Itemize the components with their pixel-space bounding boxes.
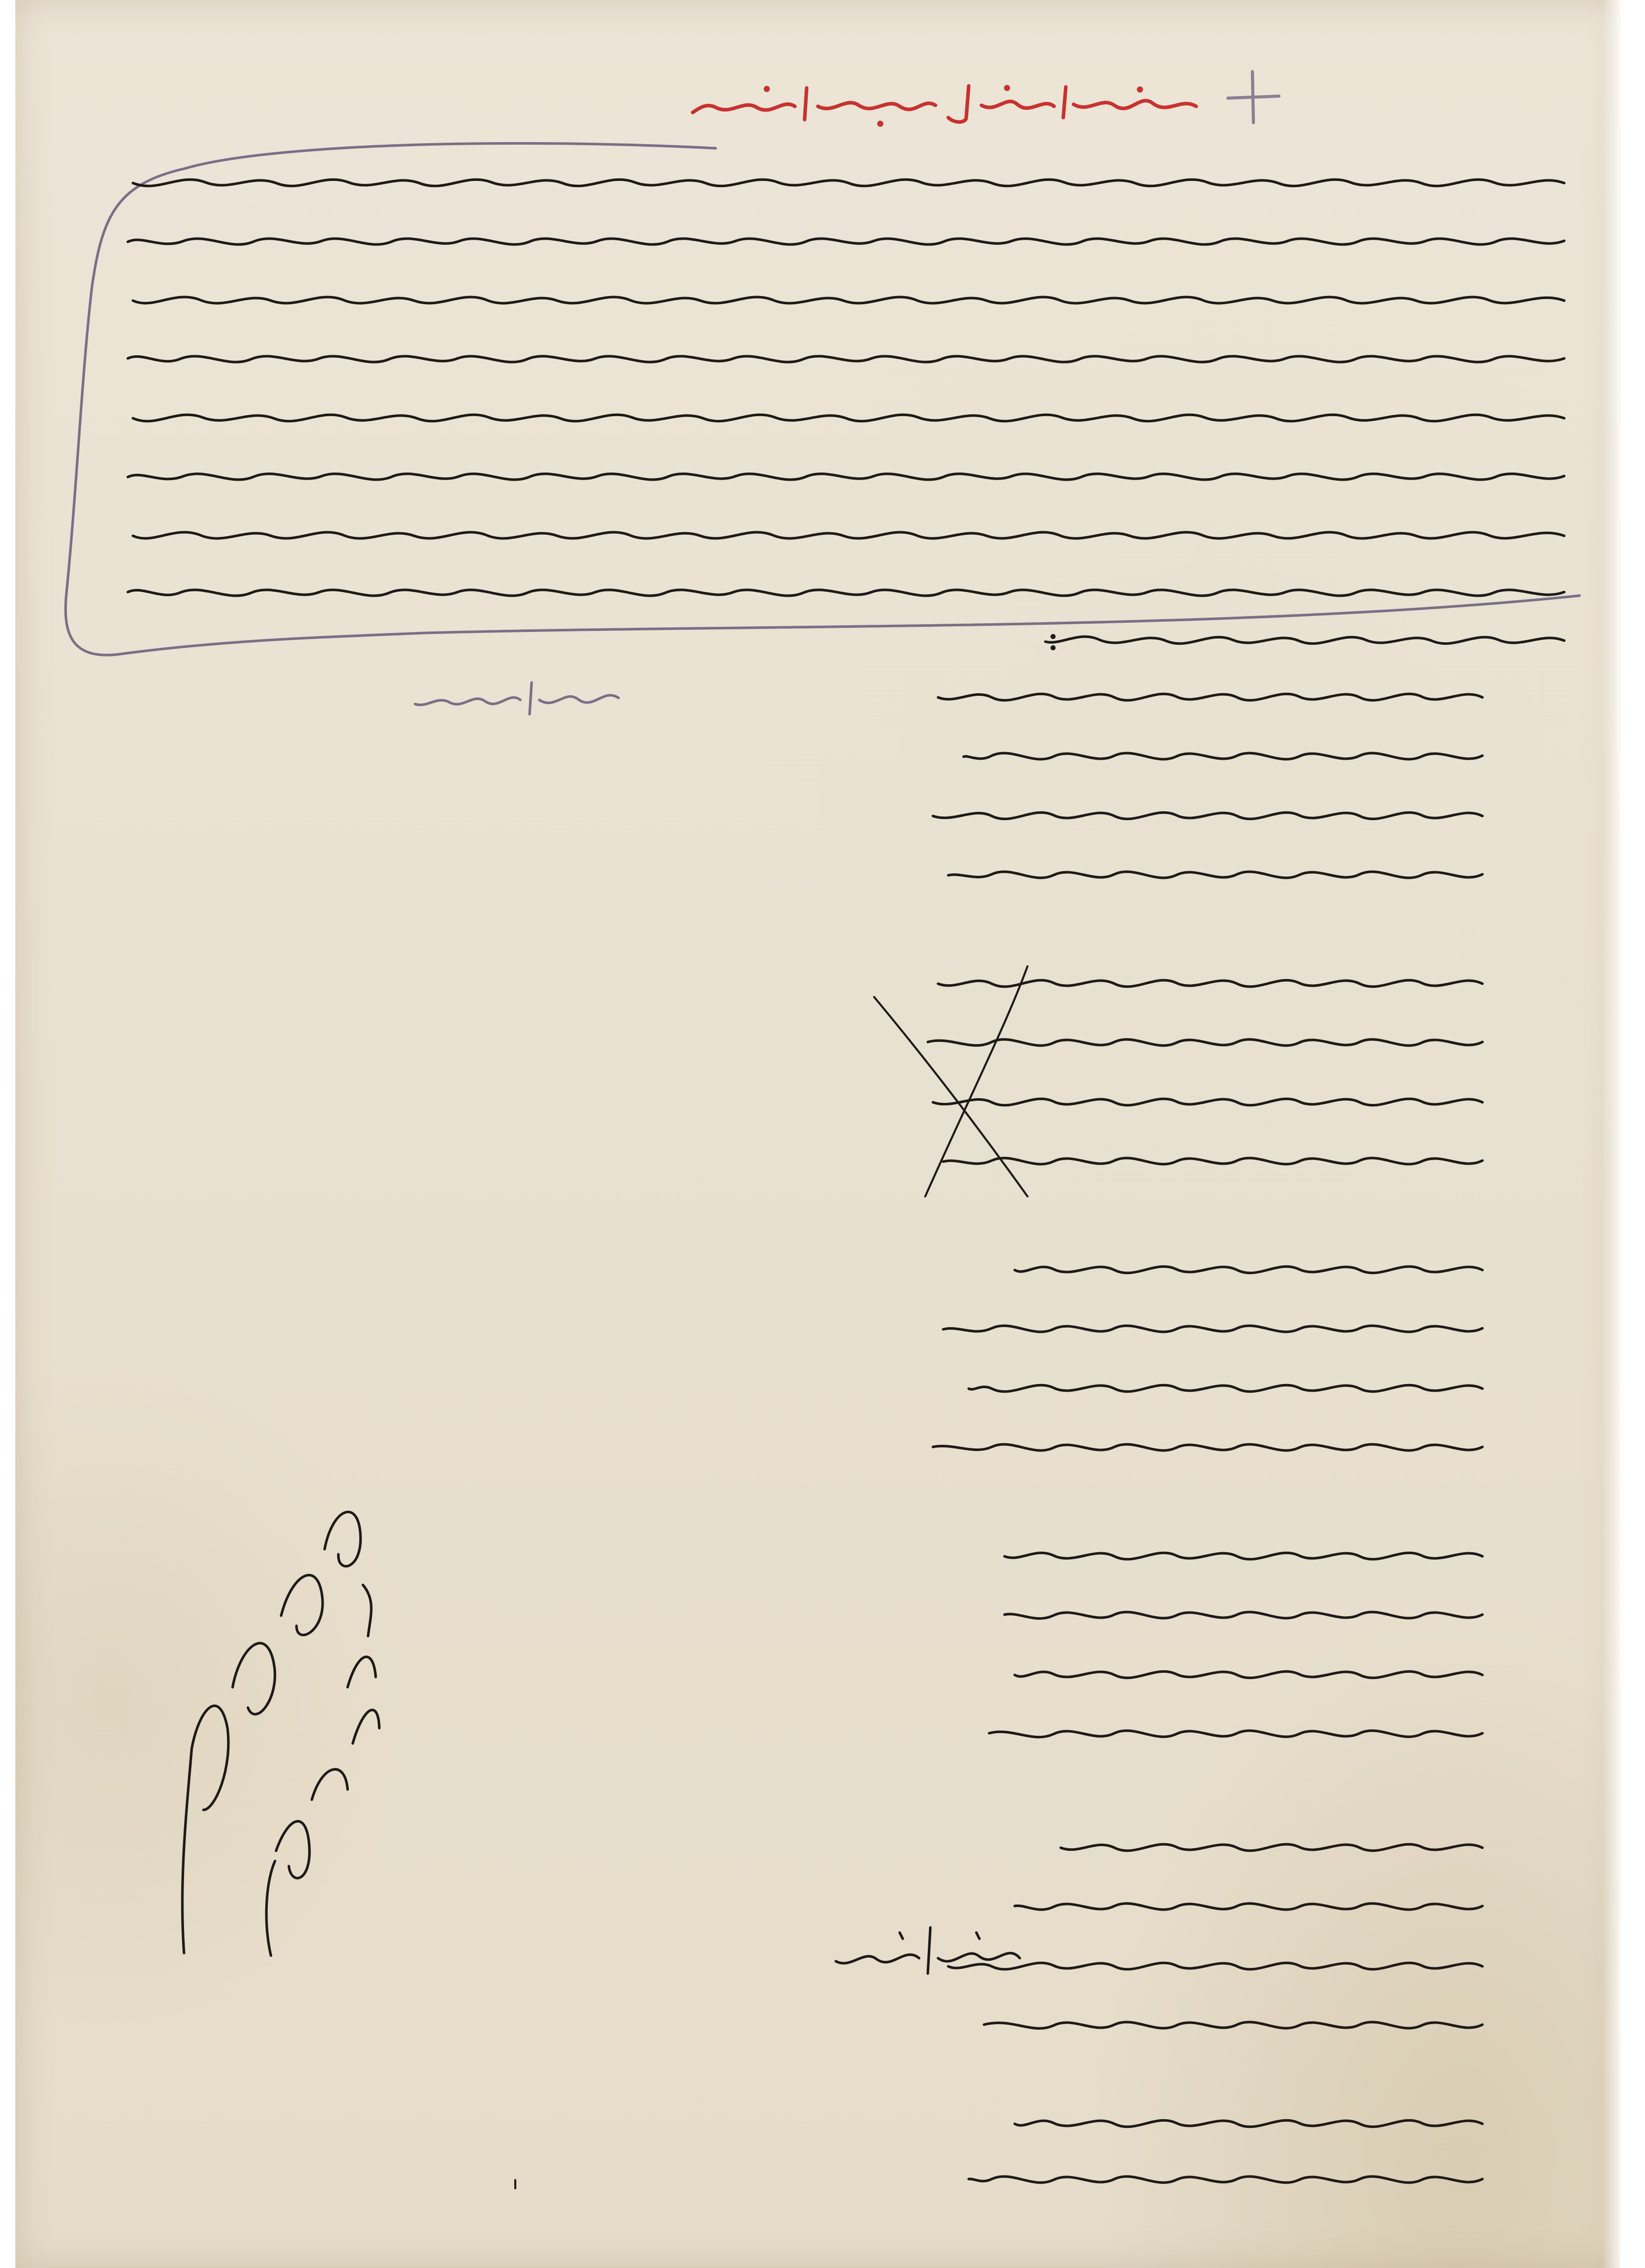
- margin-note-left: [143, 1421, 389, 1968]
- stanza-4: [721, 1534, 1488, 1779]
- prose-line: [112, 340, 1569, 376]
- prose-line: [112, 516, 1569, 552]
- prose-line: [112, 399, 1569, 435]
- prose-line: [112, 164, 1569, 199]
- pencil-note: [409, 667, 624, 734]
- stanza-3: [721, 1248, 1488, 1493]
- heading-handwriting: [690, 66, 1201, 138]
- verse-line: [925, 793, 1488, 834]
- verse-line: [997, 1534, 1488, 1575]
- verse-line: [925, 1425, 1488, 1466]
- ink-mark: [512, 2179, 518, 2189]
- prose-line: [112, 574, 1569, 609]
- verse-line: [1007, 1248, 1488, 1288]
- verse-line: [1007, 1885, 1488, 1925]
- prose-line: [112, 222, 1569, 258]
- stanza-6: [721, 2101, 1488, 2219]
- plus-mark: [1222, 66, 1283, 128]
- verse-line: [956, 734, 1488, 775]
- margin-signature: [823, 1912, 1027, 1994]
- verse-line: [961, 2158, 1488, 2198]
- verse-line: [1053, 1825, 1488, 1866]
- stanza-2-struck-through: [721, 961, 1488, 1207]
- verse-line: [997, 1593, 1488, 1634]
- torn-page-edge: [1602, 0, 1620, 2268]
- verse-line: [1007, 1652, 1488, 1693]
- strike-through-cross: [813, 961, 1079, 1207]
- verse-line: [961, 1366, 1488, 1407]
- verse-line: [981, 1712, 1488, 1753]
- verse-line: [1007, 2101, 1488, 2142]
- verse-line: [976, 2003, 1488, 2044]
- stanza-1: [721, 675, 1488, 920]
- prose-paragraph: [56, 133, 1590, 675]
- prose-line: [112, 281, 1569, 317]
- manuscript-page: [15, 0, 1620, 2268]
- verse-line: [941, 853, 1488, 894]
- prose-line: [112, 458, 1569, 493]
- prose-line: [1038, 621, 1569, 657]
- verse-line: [935, 1307, 1488, 1348]
- verse-line: [930, 675, 1488, 716]
